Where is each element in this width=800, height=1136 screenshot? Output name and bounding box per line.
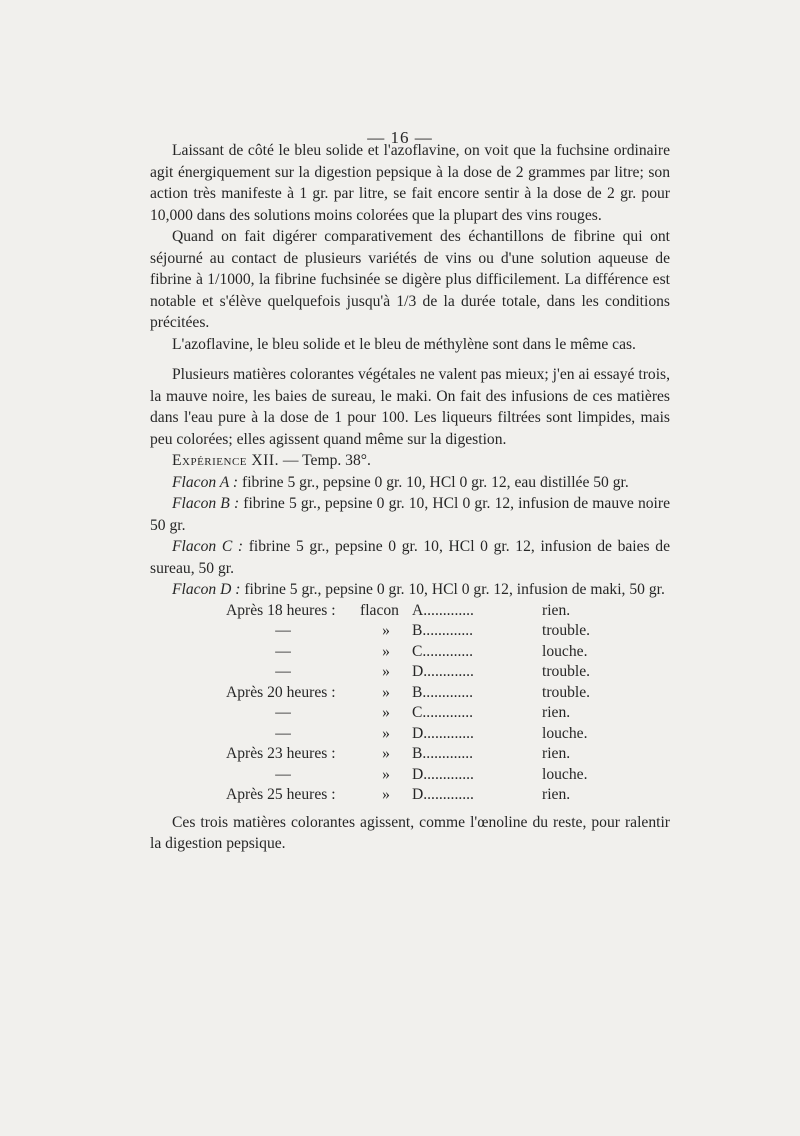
time-cell: Après 23 heures : <box>226 745 336 762</box>
body-text <box>150 140 670 855</box>
result-cell: louche. <box>542 724 588 742</box>
ref-cell: » <box>382 622 390 639</box>
table-row <box>226 765 590 786</box>
time-cell: Après 25 heures : <box>226 786 336 803</box>
conclusion-paragraph: Ces trois matières colorantes agissent, comme l'œnoline du reste, pour ralentir la digestion pepsique. <box>150 813 670 852</box>
flacon-cell: B............. <box>412 622 474 639</box>
flacon-cell: B............. <box>412 745 474 762</box>
ref-cell: » <box>382 724 390 742</box>
time-cell: — <box>275 724 291 742</box>
time-cell: — <box>275 765 291 783</box>
experiment-temp: — Temp. 38°. <box>278 452 371 469</box>
flacon-cell: D............. <box>412 663 474 680</box>
ref-cell: » <box>382 704 390 721</box>
ref-cell: » <box>382 683 390 701</box>
result-cell: trouble. <box>542 663 591 680</box>
flacon-name: Flacon A : <box>172 473 239 491</box>
flacon-cell: D............. <box>412 765 474 783</box>
results-table <box>226 601 590 806</box>
result-cell: louche. <box>542 765 588 783</box>
time-cell: Après 20 heures : <box>226 683 336 701</box>
time-cell: — <box>275 622 291 639</box>
flacon-composition: fibrine 5 gr., pepsine 0 gr. 10, HCl 0 gr. 12, infusion de baies de sureau, 50 gr. <box>150 538 670 577</box>
flacon-cell: C............. <box>412 642 474 660</box>
table-row <box>226 683 590 704</box>
result-cell: rien. <box>542 786 571 803</box>
page-number: — 16 — <box>367 128 433 147</box>
table-row <box>226 621 590 642</box>
flacon-cell: B............. <box>412 683 474 701</box>
time-cell: — <box>275 642 291 660</box>
ref-cell: » <box>382 642 390 660</box>
flacon-name: Flacon D : <box>172 581 241 598</box>
result-cell: rien. <box>542 745 571 762</box>
flacon-c <box>150 536 670 579</box>
result-cell: rien. <box>542 601 571 619</box>
time-cell: Après 18 heures : <box>226 601 336 619</box>
flacon-name: Flacon B : <box>172 495 240 512</box>
table-row <box>226 703 590 724</box>
paragraph: Laissant de côté le bleu solide et l'azoflavine, on voit que la fuchsine ordinaire agit énergiquement sur la digestion pepsique à la dose de 2 grammes par litre; son action très manifeste à 1 gr. par litre, se fait encore sentir à la dose de 2 gr. pour 10,000 dans des solutions moins colorées que la plupart des vins rouges. <box>150 142 670 224</box>
result-cell: louche. <box>542 642 588 660</box>
flacon-a <box>150 472 670 494</box>
table-row <box>226 642 590 663</box>
table-row <box>226 662 590 683</box>
flacon-composition: fibrine 5 gr., pepsine 0 gr. 10, HCl 0 gr. 12, infusion de maki, 50 gr. <box>240 581 665 598</box>
ref-cell: flacon <box>360 601 399 619</box>
result-cell: trouble. <box>542 622 591 639</box>
table-row <box>226 601 590 622</box>
ref-cell: » <box>382 745 390 762</box>
result-cell: trouble. <box>542 683 591 701</box>
time-cell: — <box>275 704 291 721</box>
flacon-composition: fibrine 5 gr., pepsine 0 gr. 10, HCl 0 gr. 12, infusion de mauve noire 50 gr. <box>150 495 670 534</box>
flacon-cell: D............. <box>412 724 474 742</box>
flacon-cell: A............. <box>412 601 474 619</box>
paragraph: L'azoflavine, le bleu solide et le bleu de méthylène sont dans le même cas. <box>172 335 636 353</box>
table-row <box>226 785 590 806</box>
flacon-composition: fibrine 5 gr., pepsine 0 gr. 10, HCl 0 gr. 12, eau distillée 50 gr. <box>238 473 629 491</box>
paragraph: Quand on fait digérer comparativement des échantillons de fibrine qui ont séjourné au contact de plusieurs variétés de vins ou d'une solution aqueuse de fibrine à 1/1000, la fibrine fuchsinée se digère plus difficilement. La différence est notable et s'élève quelquefois jusqu'à 1/3 de la durée totale, dans les conditions précitées. <box>150 228 670 331</box>
table-row <box>226 744 590 765</box>
ref-cell: » <box>382 663 390 680</box>
experiment-label: Expérience XII. <box>172 452 279 469</box>
time-cell: — <box>275 663 291 680</box>
flacon-cell: C............. <box>412 704 474 721</box>
flacon-b <box>150 493 670 536</box>
paragraph: Plusieurs matières colorantes végétales ne valent pas mieux; j'en ai essayé trois, la mauve noire, les baies de sureau, le maki. On fait des infusions de ces matières dans l'eau pure à la dose de 1 pour 100. Les liqueurs filtrées sont limpides, mais peu colorées; elles agissent quand même sur la digestion. <box>150 366 670 448</box>
flacon-cell: D............. <box>412 786 474 803</box>
ref-cell: » <box>382 786 390 803</box>
flacon-d <box>150 579 670 601</box>
flacon-name: Flacon C : <box>172 538 244 555</box>
ref-cell: » <box>382 765 390 783</box>
result-cell: rien. <box>542 704 571 721</box>
table-row <box>226 724 590 745</box>
experiment-heading <box>150 450 670 472</box>
